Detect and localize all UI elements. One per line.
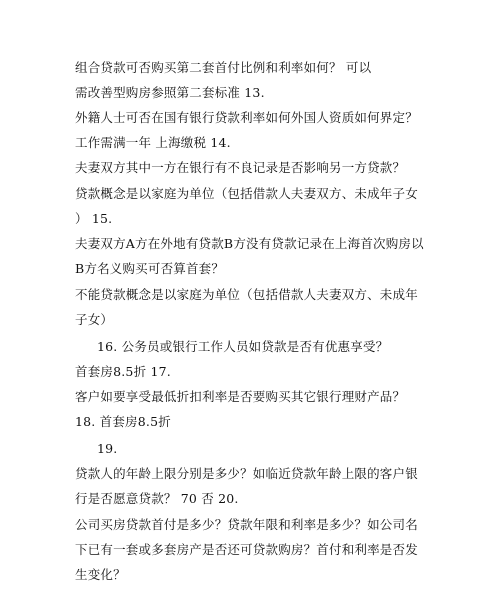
text-line: 夫妻双方A方在外地有贷款B方没有贷款记录在上海首次购房以 — [75, 236, 424, 251]
text-line: 不能贷款概念是以家庭为单位（包括借款人夫妻双方、未成年 — [75, 287, 418, 302]
text-line: 需改善型购房参照第二套标准 13. — [75, 85, 265, 100]
text-line: 行是否愿意贷款？ 70 否 20. — [75, 491, 239, 506]
text-line: 16. 公务员或银行工作人员如贷款是否有优惠享受？ — [97, 339, 389, 354]
text-line: 子女） — [75, 312, 114, 327]
text-line: 贷款概念是以家庭为单位（包括借款人夫妻双方、未成年子女 — [75, 186, 418, 201]
text-line: 贷款人的年龄上限分别是多少？如临近贷款年龄上限的客户银 — [75, 466, 418, 481]
text-line: B方名义购买可否算首套？ — [75, 261, 225, 276]
text-line: 外籍人士可否在国有银行贷款利率如何外国人资质如何界定？ — [75, 110, 418, 125]
text-line: 公司买房贷款首付是多少？贷款年限和利率是多少？如公司名 — [75, 517, 418, 532]
text-line: 18. 首套房8.5折 — [75, 414, 171, 429]
text-line: 19. — [97, 441, 118, 456]
text-line: 首套房8.5折 17. — [75, 364, 171, 379]
text-line: 客户如要享受最低折扣利率是否要购买其它银行理财产品？ — [75, 389, 406, 404]
text-line: 组合贷款可否购买第二套首付比例和利率如何？ 可以 — [75, 60, 372, 75]
text-line: 夫妻双方其中一方在银行有不良记录是否影响另一方贷款？ — [75, 160, 406, 175]
text-line: 生变化？ — [75, 567, 126, 582]
text-line: 下已有一套或多套房产是否还可贷款购房？首付和利率是否发 — [75, 542, 418, 557]
text-line: 工作需满一年 上海缴税 14. — [75, 135, 231, 150]
text-line: ） 15. — [75, 211, 113, 226]
